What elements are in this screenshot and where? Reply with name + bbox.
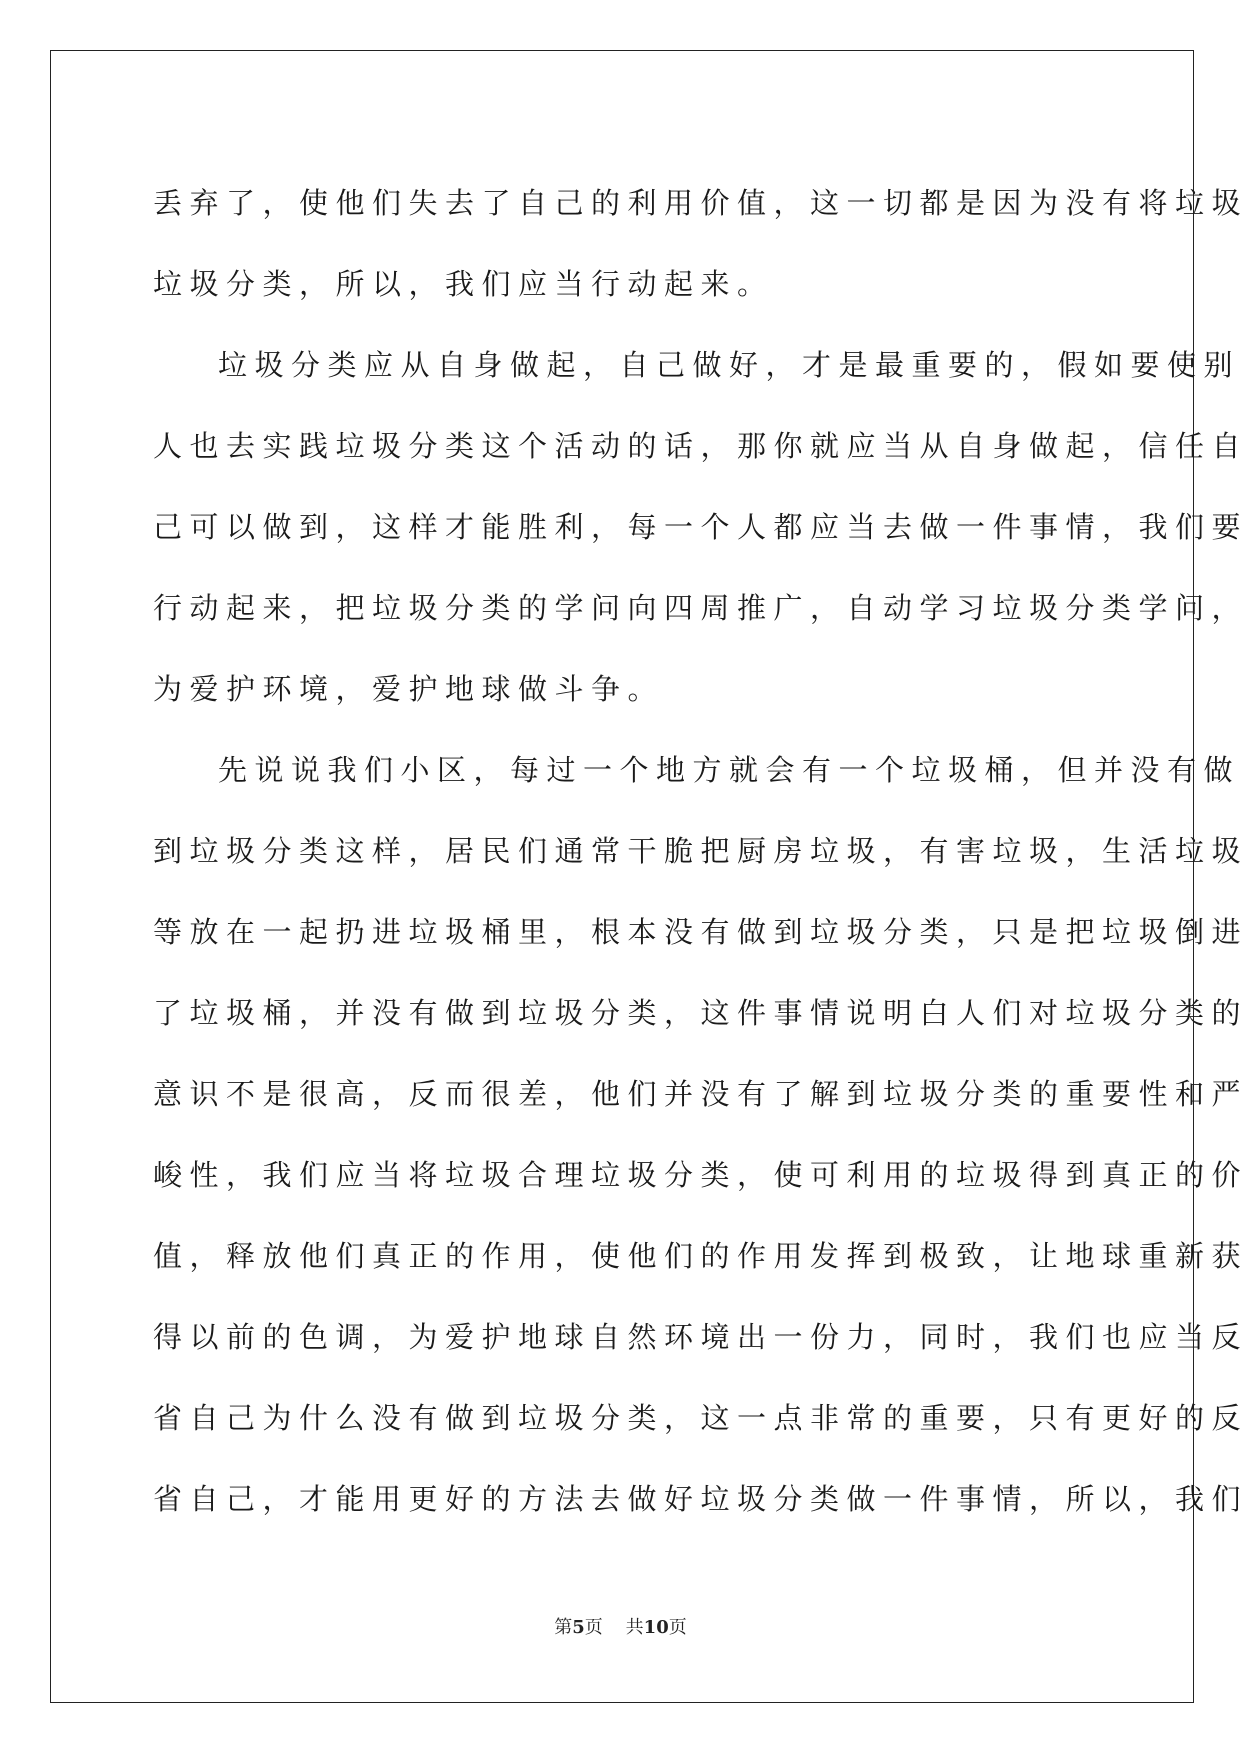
text-line: 己可以做到，这样才能胜利，每一个人都应当去做一件事情，我们要	[153, 510, 1248, 544]
text-line: 省自己为什么没有做到垃圾分类，这一点非常的重要，只有更好的反	[153, 1401, 1248, 1435]
text-line: 丢弃了，使他们失去了自己的利用价值，这一切都是因为没有将垃圾	[153, 186, 1248, 220]
document-body	[153, 163, 1248, 1540]
text-line: 为爱护环境，爱护地球做斗争。	[153, 672, 665, 706]
footer-page-unit: 页	[584, 1617, 603, 1638]
footer-total-unit: 页	[668, 1617, 687, 1638]
text-line: 得以前的色调，为爱护地球自然环境出一份力，同时，我们也应当反	[153, 1320, 1248, 1354]
footer-prefix: 第	[554, 1617, 573, 1638]
text-line: 垃圾分类，所以，我们应当行动起来。	[153, 267, 774, 301]
total-page-count: 10	[643, 1617, 669, 1638]
footer-total-prefix: 共	[625, 1617, 644, 1638]
text-line: 人也去实践垃圾分类这个活动的话，那你就应当从自身做起，信任自	[153, 429, 1248, 463]
text-line: 峻性，我们应当将垃圾合理垃圾分类，使可利用的垃圾得到真正的价	[153, 1158, 1248, 1192]
text-line: 到垃圾分类这样，居民们通常干脆把厨房垃圾，有害垃圾，生活垃圾	[153, 834, 1248, 868]
text-line: 值，释放他们真正的作用，使他们的作用发挥到极致，让地球重新获	[153, 1239, 1248, 1273]
page-footer	[0, 1613, 1241, 1639]
paragraph-start-line: 先说说我们小区，每过一个地方就会有一个垃圾桶，但并没有做	[218, 753, 1241, 787]
text-line: 意识不是很高，反而很差，他们并没有了解到垃圾分类的重要性和严	[153, 1077, 1248, 1111]
text-line: 行动起来，把垃圾分类的学问向四周推广，自动学习垃圾分类学问，	[153, 591, 1248, 625]
text-line: 了垃圾桶，并没有做到垃圾分类，这件事情说明白人们对垃圾分类的	[153, 996, 1248, 1030]
paragraph-start-line: 垃圾分类应从自身做起，自己做好，才是最重要的，假如要使别	[218, 348, 1241, 382]
current-page-number: 5	[572, 1617, 585, 1638]
text-line: 等放在一起扔进垃圾桶里，根本没有做到垃圾分类，只是把垃圾倒进	[153, 915, 1248, 949]
text-lines	[153, 163, 1248, 1540]
text-line: 省自己，才能用更好的方法去做好垃圾分类做一件事情，所以，我们	[153, 1482, 1248, 1516]
